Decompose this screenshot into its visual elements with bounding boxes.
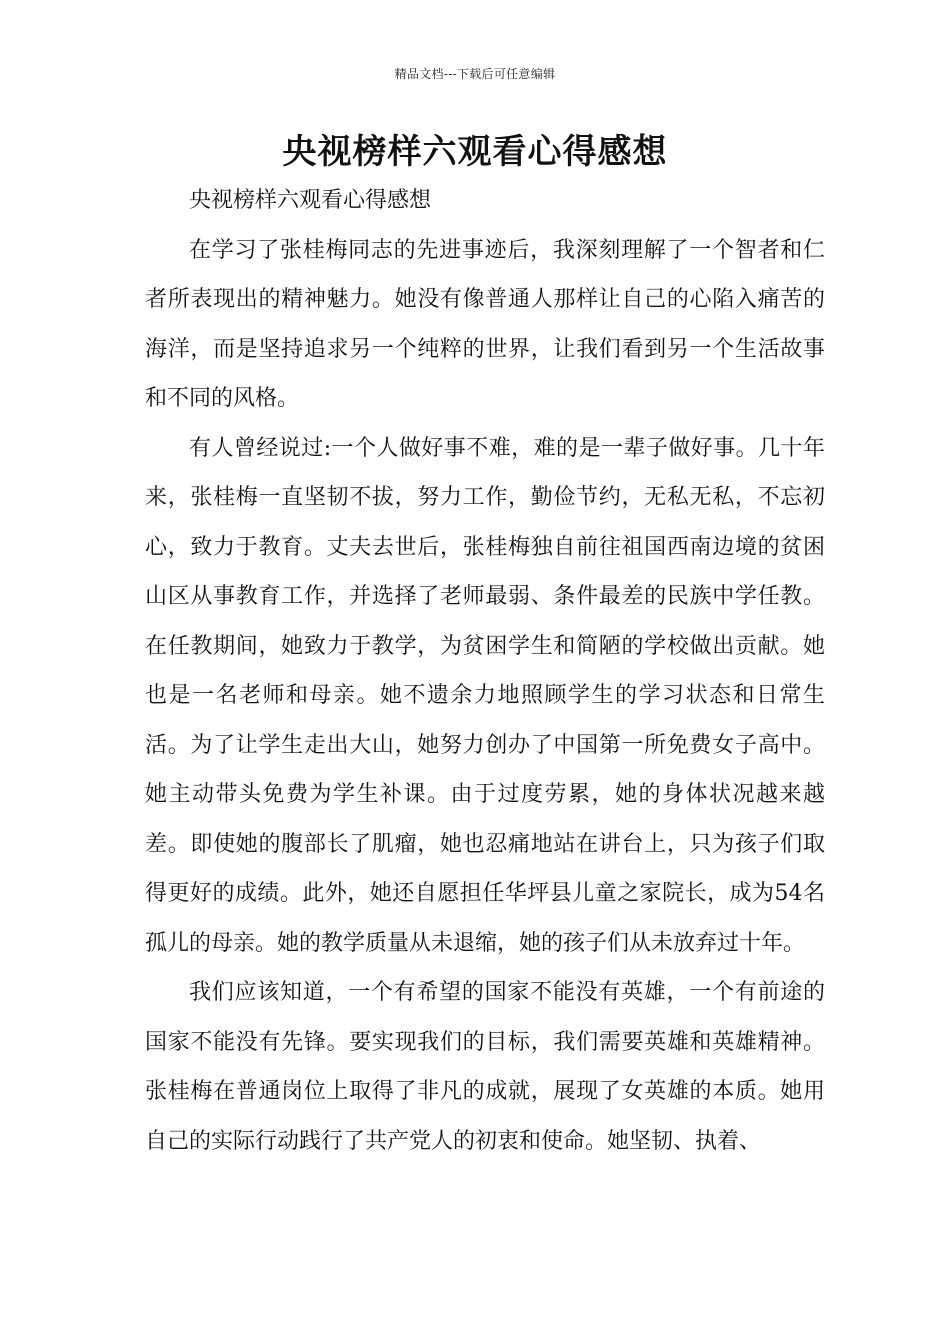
subtitle-paragraph: 央视榜样六观看心得感想 (189, 188, 432, 213)
document-title: 央视榜样六观看心得感想 (282, 132, 668, 172)
document-body (145, 176, 825, 1166)
paragraph-1: 在学习了张桂梅同志的先进事迹后，我深刻理解了一个智者和仁者所表现出的精神魅力。她没有像普通人那样让自己的心陷入痛苦的海洋，而是坚持追求另一个纯粹的世界，让我们看到另一个生活故事和不同的风格。 (145, 237, 825, 411)
paragraph-3: 我们应该知道，一个有希望的国家不能没有英雄，一个有前途的国家不能没有先锋。要实现我们的目标，我们需要英雄和英雄精神。张桂梅在普通岗位上取得了非凡的成就，展现了女英雄的本质。她用自己的实际行动践行了共产党人的初衷和使命。她坚韧、执着、 (145, 980, 825, 1154)
header-note: 精品文档---下载后可任意编辑 (394, 67, 556, 81)
paragraph-2: 有人曾经说过:一个人做好事不难，难的是一辈子做好事。几十年来，张桂梅一直坚韧不拔，努力工作，勤俭节约，无私无私，不忘初心，致力于教育。丈夫去世后，张桂梅独自前往祖国西南边境的贫困山区从事教育工作，并选择了老师最弱、条件最差的民族中学任教。在任教期间，她致力于教学，为贫困学生和简陋的学校做出贡献。她也是一名老师和母亲。她不遗余力地照顾学生的学习状态和日常生活。为了让学生走出大山，她努力创办了中国第一所免费女子高中。她主动带头免费为学生补课。由于过度劳累，她的身体状况越来越差。即使她的腹部长了肌瘤，她也忍痛地站在讲台上，只为孩子们取得更好的成绩。此外，她还自愿担任华坪县儿童之家院长，成为54名孤儿的母亲。她的教学质量从未退缩，她的孩子们从未放弃过十年。 (145, 435, 825, 956)
